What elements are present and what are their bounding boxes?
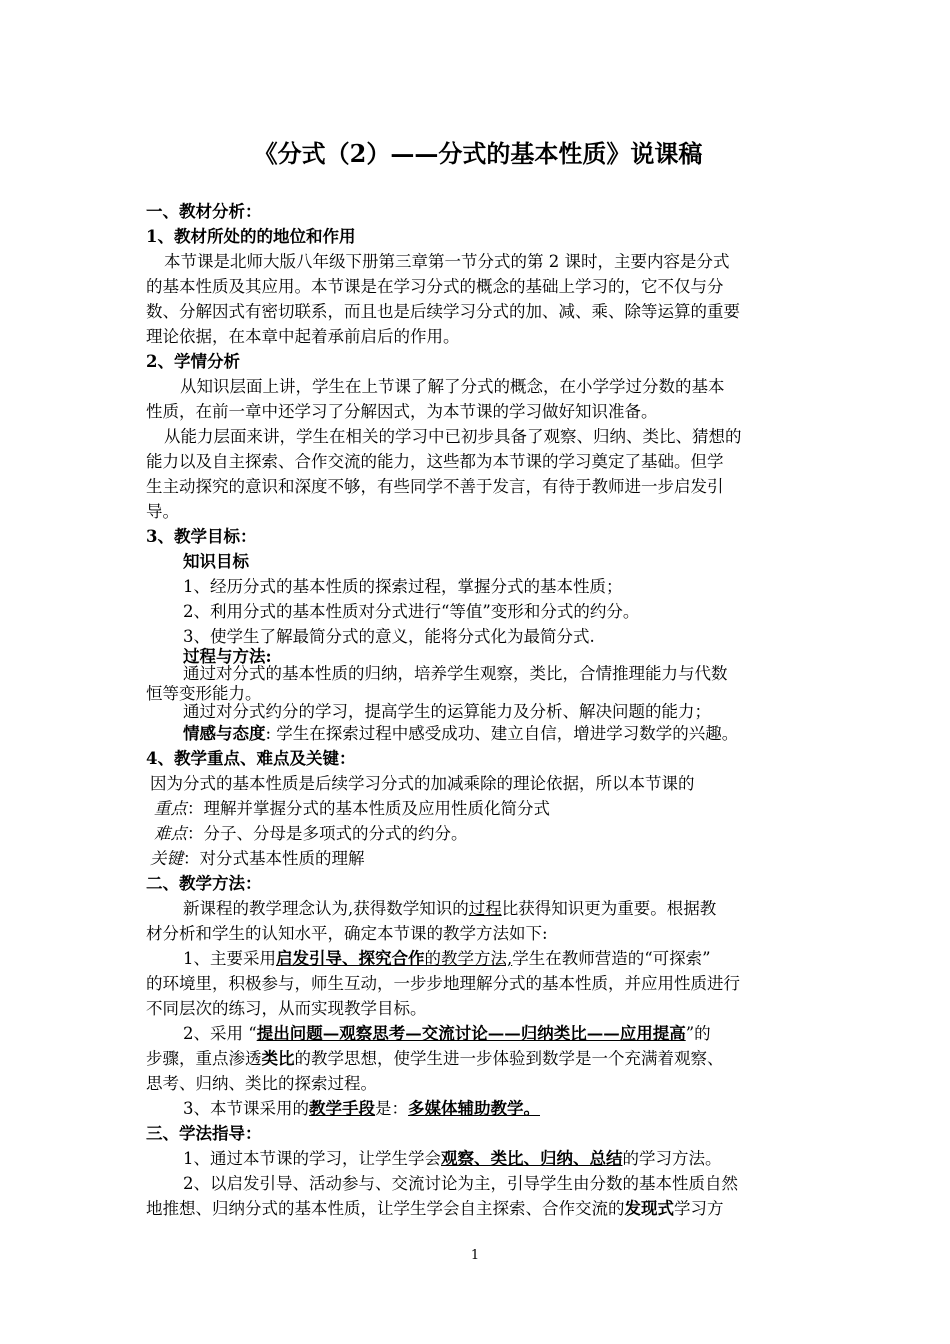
page-number: 1 — [470, 1248, 480, 1263]
underlined-text: 过程 — [468, 899, 502, 918]
paragraph-text: 新课程的教学理念认为,获得数学知识的 — [183, 899, 469, 918]
paragraph-line — [183, 1097, 540, 1121]
list-item: 1、经历分式的基本性质的探索过程，掌握分式的基本性质； — [183, 577, 623, 596]
paragraph-text: 是： — [375, 1099, 408, 1118]
subsection-heading: 3、教学目标： — [146, 527, 257, 546]
subsection-heading: 1、教材所处的的地位和作用 — [146, 227, 356, 246]
paragraph-text: 比获得知识更为重要。根据教 — [501, 899, 717, 918]
subsection-heading: 4、教学重点、难点及关键： — [146, 749, 356, 768]
emphasis-text: 类比 — [261, 1049, 295, 1068]
paragraph-line: 数、分解因式有密切联系，而且也是后续学习分式的加、减、乘、除等运算的重要 — [146, 302, 740, 321]
paragraph-line: 通过对分式的基本性质的归纳，培养学生观察，类比，合情推理能力与代数 — [183, 664, 728, 683]
emphasis-text: 情感与态度 — [183, 724, 266, 743]
list-item: 2、利用分式的基本性质对分式进行“等值”变形和分式的约分。 — [183, 602, 640, 621]
paragraph-line: 材分析和学生的认知水平，确定本节课的教学方法如下: — [146, 924, 548, 943]
paragraph-line: 理论依据，在本章中起着承前启后的作用。 — [146, 327, 460, 346]
paragraph-text: 学生在教师营造的“可探索” — [512, 949, 711, 968]
paragraph-text: 的学习方法。 — [622, 1149, 722, 1168]
paragraph-line — [154, 822, 468, 846]
paragraph-line — [146, 1197, 724, 1221]
paragraph-text: 1、通过本节课的学习，让学生学会 — [183, 1149, 441, 1168]
paragraph-text: ：理解并掌握分式的基本性质及应用性质化简分式 — [187, 799, 550, 818]
paragraph-line: 通过对分式约分的学习，提高学生的运算能力及分析、解决问题的能力； — [183, 702, 711, 721]
paragraph-line — [183, 722, 738, 746]
underlined-text: 的教学方法, — [424, 949, 513, 968]
paragraph-line — [183, 1022, 711, 1046]
paragraph-line — [183, 1147, 722, 1171]
paragraph-line: 的环境里，积极参与，师生互动，一步步地理解分式的基本性质，并应用性质进行 — [146, 974, 740, 993]
emphasis-text: 多媒体辅助教学。 — [408, 1099, 540, 1118]
goal-heading: 知识目标 — [183, 552, 249, 571]
label-text: 关键 — [150, 849, 183, 868]
paragraph-line: 从知识层面上讲，学生在上节课了解了分式的概念，在小学学过分数的基本 — [180, 377, 725, 396]
paragraph-text: : 学生在探索过程中感受成功、建立自信，增进学习数学的兴趣。 — [265, 724, 739, 743]
paragraph-text: 1、主要采用 — [183, 949, 276, 968]
subsection-heading: 2、学情分析 — [146, 352, 240, 371]
paragraph-text: 2、采用 “ — [183, 1024, 257, 1043]
paragraph-line: 从能力层面来讲，学生在相关的学习中已初步具备了观察、归纳、类比、猜想的 — [164, 427, 742, 446]
paragraph-text: 的教学思想，使学生进一步体验到数学是一个充满着观察、 — [294, 1049, 724, 1068]
section-heading: 二、教学方法： — [146, 874, 262, 893]
goal-heading: 过程与方法: — [183, 647, 272, 666]
emphasis-text: 教学手段 — [309, 1099, 375, 1118]
paragraph-line: 思考、归纳、类比的探索过程。 — [146, 1074, 377, 1093]
label-text: 重点 — [154, 799, 187, 818]
document-title: 《分式（2）——分式的基本性质》说课稿 — [253, 139, 703, 168]
paragraph-text: ：对分式基本性质的理解 — [183, 849, 365, 868]
paragraph-line: 性质，在前一章中还学习了分解因式，为本节课的学习做好知识准备。 — [146, 402, 658, 421]
paragraph-text: 学习方 — [674, 1199, 724, 1218]
paragraph-line: 因为分式的基本性质是后续学习分式的加减乘除的理论依据，所以本节课的 — [150, 774, 695, 793]
paragraph-line — [146, 1047, 724, 1071]
list-item: 3、使学生了解最简分式的意义，能将分式化为最简分式. — [183, 627, 595, 646]
paragraph-line: 不同层次的练习，从而实现教学目标。 — [146, 999, 427, 1018]
label-text: 难点 — [154, 824, 187, 843]
paragraph-line — [183, 947, 711, 971]
emphasis-text: 提出问题—观察思考—交流讨论——归纳类比——应用提高 — [256, 1024, 686, 1043]
paragraph-text: 步骤，重点渗透 — [146, 1049, 262, 1068]
paragraph-text: ：分子、分母是多项式的分式的约分。 — [187, 824, 468, 843]
paragraph-text: ”的 — [685, 1024, 711, 1043]
section-heading: 三、学法指导： — [146, 1124, 262, 1143]
paragraph-line: 恒等变形能力。 — [146, 684, 262, 703]
paragraph-line: 本节课是北师大版八年级下册第三章第一节分式的第 2 课时，主要内容是分式 — [164, 252, 730, 271]
paragraph-line: 生主动探究的意识和深度不够，有些同学不善于发言，有待于教师进一步启发引 — [146, 477, 724, 496]
paragraph-line: 2、以启发引导、活动参与、交流讨论为主，引导学生由分数的基本性质自然 — [183, 1174, 738, 1193]
paragraph-line: 能力以及自主探索、合作交流的能力，这些都为本节课的学习奠定了基础。但学 — [146, 452, 724, 471]
emphasis-text: 观察、类比、归纳、总结 — [441, 1149, 623, 1168]
paragraph-line: 导。 — [146, 502, 179, 521]
paragraph-line: 的基本性质及其应用。本节课是在学习分式的概念的基础上学习的，它不仅与分 — [146, 277, 724, 296]
paragraph-text: 3、本节课采用的 — [183, 1099, 309, 1118]
paragraph-line — [154, 797, 550, 821]
paragraph-text: 地推想、归纳分式的基本性质，让学生学会自主探索、合作交流的 — [146, 1199, 625, 1218]
section-heading: 一、教材分析： — [146, 202, 262, 221]
emphasis-text: 发现式 — [624, 1199, 674, 1218]
paragraph-line — [183, 897, 716, 921]
emphasis-text: 启发引导、探究合作 — [276, 949, 425, 968]
paragraph-line — [150, 847, 365, 871]
